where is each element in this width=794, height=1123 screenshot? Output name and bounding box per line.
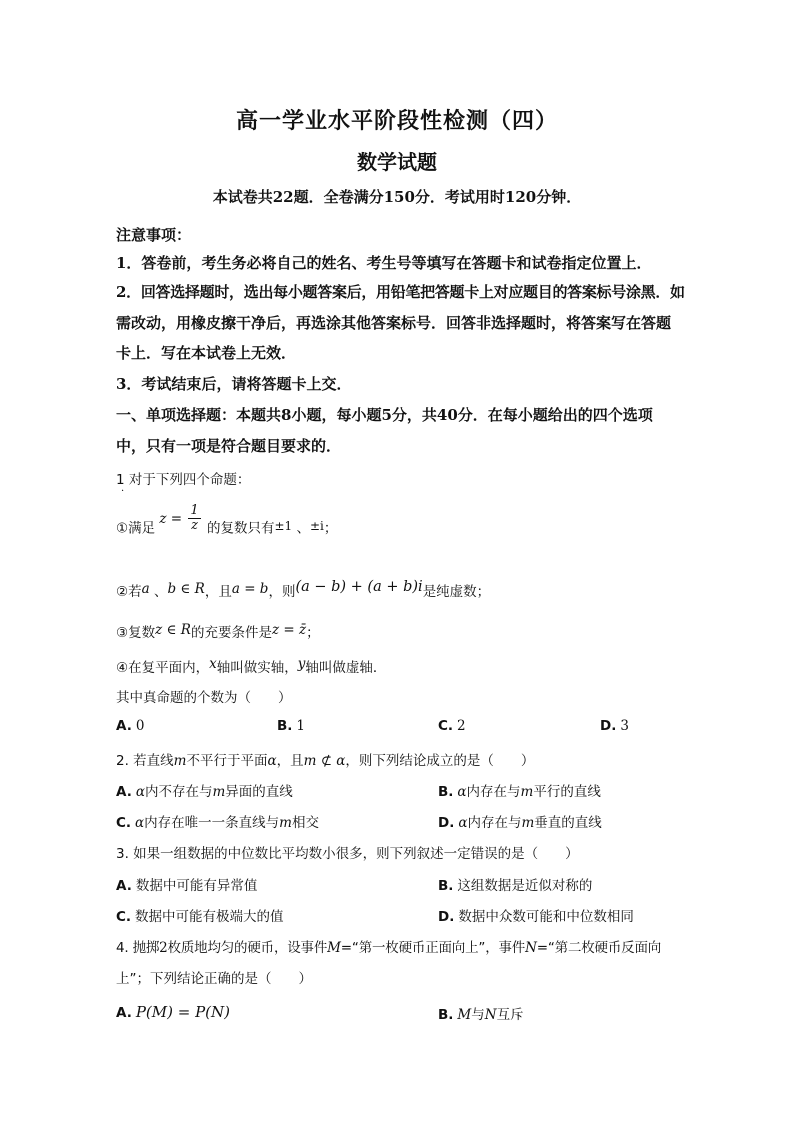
q1-option-a: A. 0 bbox=[116, 718, 145, 734]
q1-prop-3: ③复数z ∈ R的充要条件是z = z̄； bbox=[116, 622, 320, 641]
q2-option-d: D. α内存在与m垂直的直线 bbox=[438, 815, 602, 831]
q4-stem-line2: 上”；下列结论正确的是（ ） bbox=[116, 971, 312, 987]
notice-item-1: 1．答卷前，考生务必将自己的姓名、考生号等填写在答题卡和试卷指定位置上． bbox=[116, 254, 652, 272]
fraction-1-over-z: $\frac{1}{z}$ bbox=[190, 503, 199, 533]
q2-stem: 2. 若直线m不平行于平面α，且m ⊄ α，则下列结论成立的是（ ） bbox=[116, 753, 535, 769]
q2-option-c: C. α内存在唯一一条直线与m相交 bbox=[116, 815, 319, 831]
q4-option-b: B. M与N互斥 bbox=[438, 1007, 524, 1023]
q1-option-d: D. 3 bbox=[600, 718, 629, 734]
notice-item-3: 3．考试结束后，请将答题卡上交． bbox=[116, 375, 352, 393]
q4-option-a: A. P(M) = P(N) bbox=[116, 1003, 231, 1021]
notice-item-2b: 需改动，用橡皮擦干净后，再选涂其他答案标号．回答非选择题时，将答案写在答题 bbox=[116, 314, 672, 332]
q1-stem: 1 对于下列四个命题： bbox=[116, 472, 251, 488]
q1-prop-1: ①满足 z = $\frac{1}{z}$ 的复数只有±1 、±i； bbox=[116, 503, 338, 537]
q1-prop-2: ②若a 、b ∈ R，且a = b，则(a − b) + (a + b)i是纯虚数； bbox=[116, 579, 491, 600]
notice-item-2c: 卡上．写在本试卷上无效． bbox=[116, 344, 297, 362]
q3-option-b: B. 这组数据是近似对称的 bbox=[438, 878, 593, 894]
q1-option-b: B. 1 bbox=[277, 718, 306, 734]
q2-option-a: A. α内不存在与m异面的直线 bbox=[116, 784, 293, 800]
exam-title: 高一学业水平阶段性检测（四） bbox=[235, 108, 558, 134]
q3-stem: 3. 如果一组数据的中位数比平均数小很多，则下列叙述一定错误的是（ ） bbox=[116, 846, 579, 862]
section1-line1: 一、单项选择题：本题共8小题，每小题5分，共40分．在每小题给出的四个选项 bbox=[116, 406, 653, 424]
q3-option-a: A. 数据中可能有异常值 bbox=[116, 878, 258, 894]
q3-option-d: D. 数据中众数可能和中位数相同 bbox=[438, 909, 634, 925]
q1-prop-4: ④在复平面内，x轴叫做实轴，y轴叫做虚轴． bbox=[116, 656, 387, 676]
q2-option-b: B. α内存在与m平行的直线 bbox=[438, 784, 601, 800]
notice-heading: 注意事项： bbox=[116, 226, 192, 244]
notice-item-2a: 2．回答选择题时，选出每小题答案后，用铅笔把答题卡上对应题目的答案标号涂黑．如 bbox=[116, 283, 685, 301]
q1-option-c: C. 2 bbox=[438, 718, 466, 734]
q3-option-c: C. 数据中可能有极端大的值 bbox=[116, 909, 284, 925]
subject-title: 数学试题 bbox=[357, 150, 437, 174]
stray-dot: · bbox=[121, 486, 125, 497]
q4-stem-line1: 4. 抛掷2枚质地均匀的硬币，设事件M=“第一枚硬币正面向上”，事件N=“第二枚硬币反面向 bbox=[116, 940, 662, 956]
q1-ask: 其中真命题的个数为（ ） bbox=[116, 690, 292, 706]
section1-line2: 中，只有一项是符合题目要求的． bbox=[116, 437, 342, 455]
exam-info: 本试卷共22题．全卷满分150分．考试用时120分钟． bbox=[212, 188, 582, 206]
